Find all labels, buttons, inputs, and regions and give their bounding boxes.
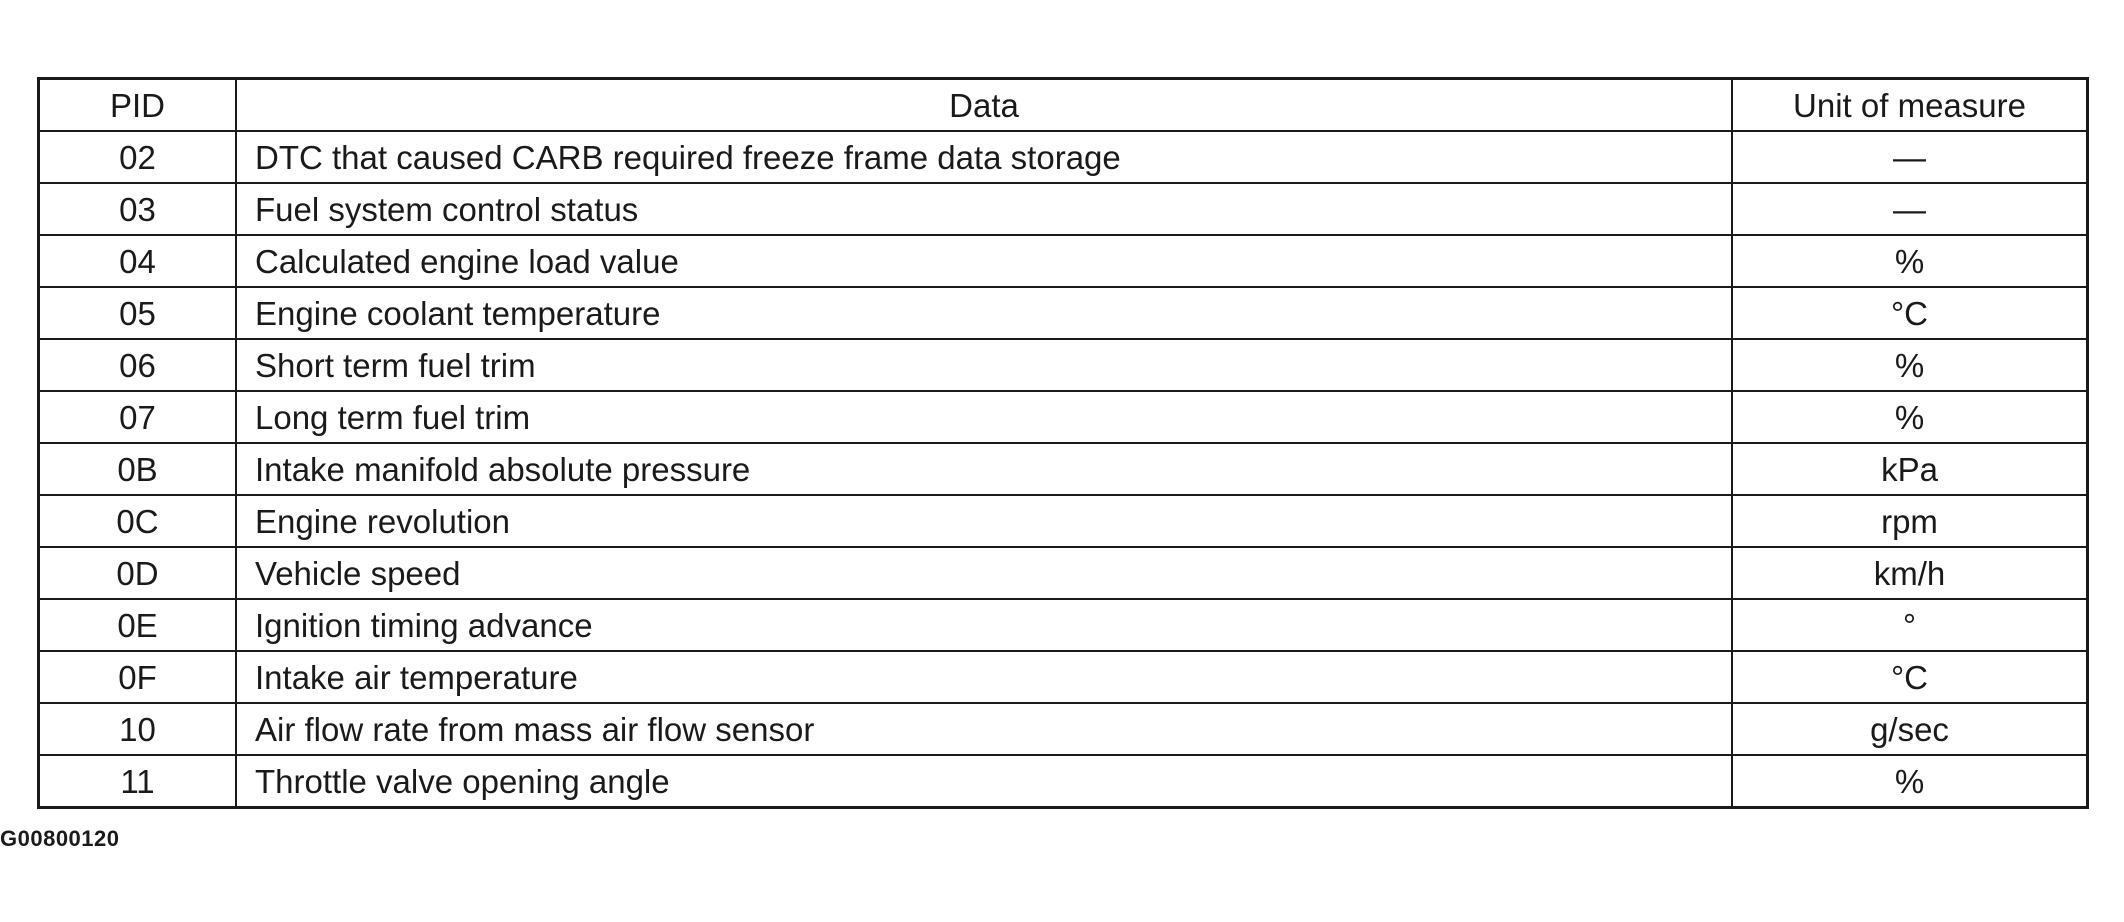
unit-cell: rpm: [1732, 495, 2086, 547]
pid-data-table: [40, 80, 2086, 806]
table-row: [40, 703, 2086, 755]
pid-cell: 03: [40, 183, 236, 235]
table-body: [40, 131, 2086, 806]
table-row: [40, 235, 2086, 287]
pid-cell: 0F: [40, 651, 236, 703]
column-header-pid: PID: [40, 80, 236, 131]
table-header: [40, 80, 2086, 131]
unit-cell: %: [1732, 391, 2086, 443]
pid-cell: 0D: [40, 547, 236, 599]
unit-cell: °C: [1732, 287, 2086, 339]
table-row: [40, 131, 2086, 183]
column-header-unit: Unit of measure: [1732, 80, 2086, 131]
table-row: [40, 183, 2086, 235]
table-row: [40, 599, 2086, 651]
table-row: [40, 443, 2086, 495]
pid-cell: 07: [40, 391, 236, 443]
pid-cell: 06: [40, 339, 236, 391]
data-description-cell: DTC that caused CARB required freeze frame data storage: [236, 131, 1732, 183]
data-description-cell: Intake air temperature: [236, 651, 1732, 703]
data-description-cell: Intake manifold absolute pressure: [236, 443, 1732, 495]
header-row: [40, 80, 2086, 131]
table-row: [40, 391, 2086, 443]
unit-cell: °: [1732, 599, 2086, 651]
pid-cell: 02: [40, 131, 236, 183]
unit-cell: —: [1732, 183, 2086, 235]
unit-cell: kPa: [1732, 443, 2086, 495]
table-row: [40, 287, 2086, 339]
table-row: [40, 339, 2086, 391]
unit-cell: —: [1732, 131, 2086, 183]
pid-cell: 0C: [40, 495, 236, 547]
data-description-cell: Engine revolution: [236, 495, 1732, 547]
unit-cell: %: [1732, 339, 2086, 391]
data-description-cell: Engine coolant temperature: [236, 287, 1732, 339]
pid-cell: 0B: [40, 443, 236, 495]
unit-cell: %: [1732, 755, 2086, 806]
table-row: [40, 495, 2086, 547]
data-description-cell: Air flow rate from mass air flow sensor: [236, 703, 1732, 755]
data-description-cell: Throttle valve opening angle: [236, 755, 1732, 806]
data-description-cell: Fuel system control status: [236, 183, 1732, 235]
unit-cell: g/sec: [1732, 703, 2086, 755]
table-row: [40, 547, 2086, 599]
table-row: [40, 651, 2086, 703]
unit-cell: °C: [1732, 651, 2086, 703]
pid-cell: 05: [40, 287, 236, 339]
pid-cell: 10: [40, 703, 236, 755]
data-description-cell: Ignition timing advance: [236, 599, 1732, 651]
pid-cell: 04: [40, 235, 236, 287]
column-header-data: Data: [236, 80, 1732, 131]
data-description-cell: Vehicle speed: [236, 547, 1732, 599]
figure-id: G00800120: [0, 826, 120, 851]
data-description-cell: Calculated engine load value: [236, 235, 1732, 287]
data-description-cell: Long term fuel trim: [236, 391, 1732, 443]
pid-cell: 0E: [40, 599, 236, 651]
unit-cell: %: [1732, 235, 2086, 287]
pid-data-table-frame: [37, 77, 2089, 809]
data-description-cell: Short term fuel trim: [236, 339, 1732, 391]
unit-cell: km/h: [1732, 547, 2086, 599]
pid-cell: 11: [120, 762, 155, 800]
table-row: [40, 755, 2086, 806]
